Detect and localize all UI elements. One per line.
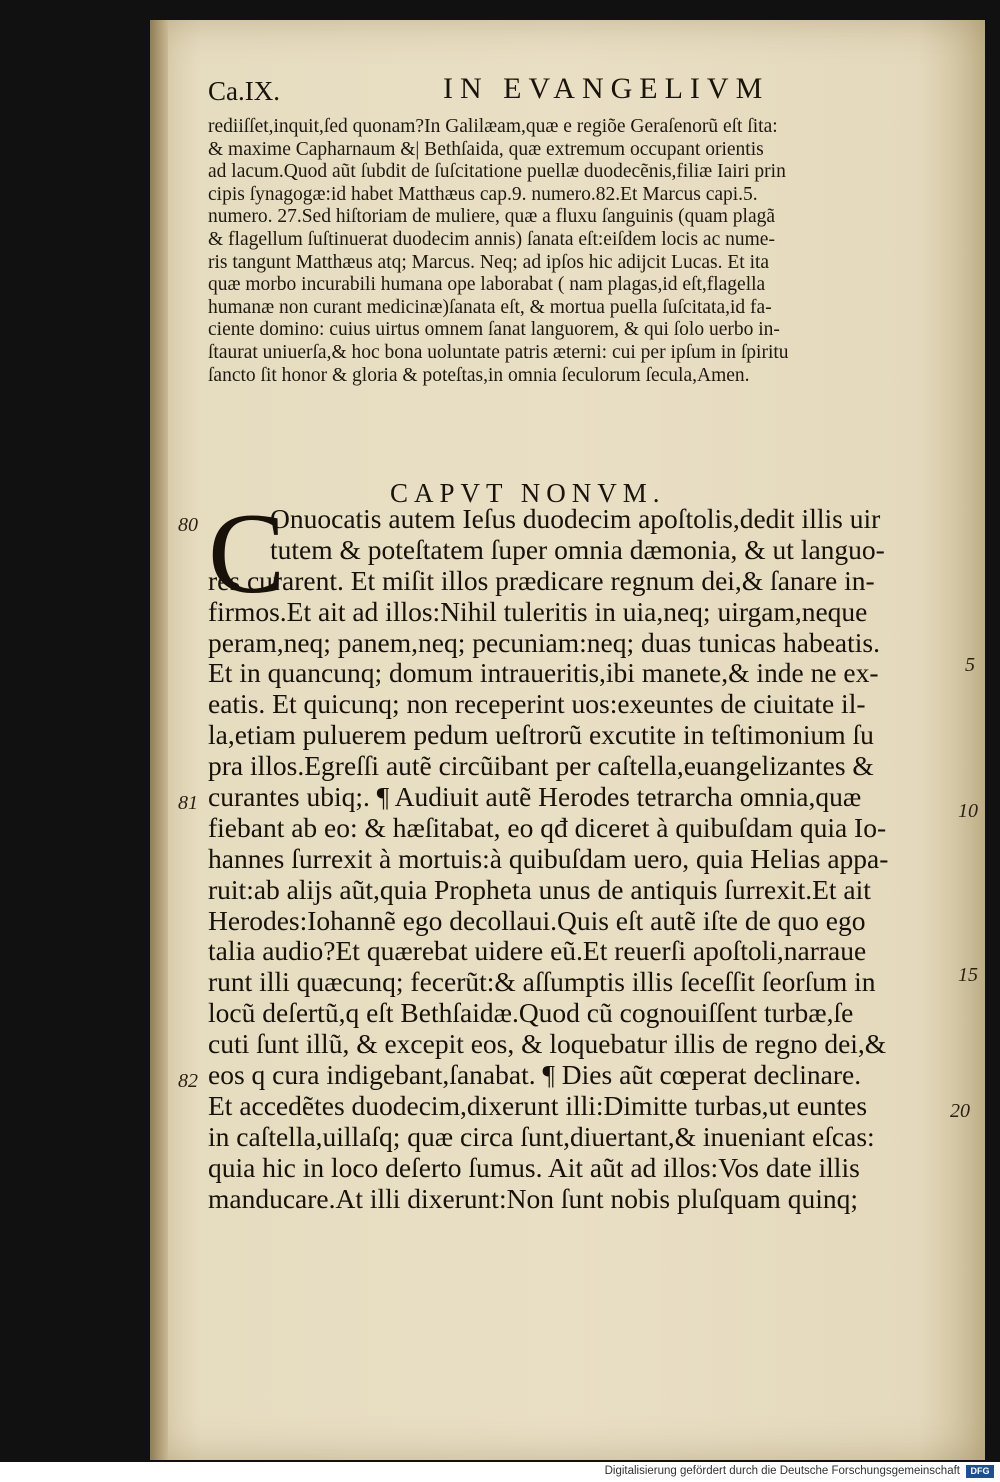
main-line: quia hic in loco deſerto ſumus. Ait aũt ad illos:Vos date illis [208, 1152, 860, 1183]
footer-bar [0, 1462, 1000, 1482]
commentary-line: & flagellum ſuſtinuerat duodecim annis) ſanata eſt:eiſdem locis ac nume- [208, 228, 775, 250]
footer-credit: Digitalisierung gefördert durch die Deutsche Forschungsgemeinschaft [604, 1465, 960, 1477]
page-spine-shadow [150, 20, 168, 1460]
commentary-line: ad lacum.Quod aũt ſubdit de ſuſcitatione puellæ duodecẽnis,filiæ Iairi prin [208, 161, 786, 183]
main-line: Et in quancunq; domum intraueritis,ibi manete,& inde ne ex- [208, 658, 879, 689]
running-title: IN EVANGELIVM [443, 72, 770, 105]
main-line: ruit:ab alijs aũt,quia Propheta unus de antiquis ſurrexit.Et ait [208, 874, 871, 905]
main-line: in caſtella,uillaſq; quæ circa ſunt,diuertant,& inueniant eſcas: [208, 1121, 875, 1152]
margin-number-left: 82 [178, 1070, 198, 1092]
main-line: peram,neq; panem,neq; pecuniam:neq; duas tunicas habeatis. [208, 627, 880, 658]
main-line: hannes ſurrexit à mortuis:à quibuſdam uero, quia Helias appa- [208, 843, 889, 874]
main-line: eos q cura indigebant,ſanabat. ¶ Dies aũt cœperat declinare. [208, 1060, 862, 1091]
chapter-title: CAPVT NONVM. [390, 478, 666, 508]
book-page [150, 20, 985, 1460]
commentary-line: ſancto ſit honor & gloria & poteſtas,in omnia ſeculorum ſecula,Amen. [208, 364, 750, 386]
page-header [208, 72, 968, 112]
commentary-line: cipis ſynagogæ:id habet Matthæus cap.9. numero.82.Et Marcus capi.5. [208, 183, 758, 205]
commentary-line: ciente domino: cuius uirtus omnem ſanat languorem, & qui ſolo uerbo in- [208, 319, 780, 341]
commentary-line: quæ morbo incurabili humana ope laborabat ( nam plagas,id eſt,flagella [208, 274, 766, 296]
drop-capital: C [208, 490, 286, 618]
commentary-line: humanæ non curant medicinæ)ſanata eſt, & mortua puella ſuſcitata,id fa- [208, 296, 772, 318]
commentary-line: numero. 27.Sed hiſtoriam de muliere, quæ a fluxu ſanguinis (quam plagã [208, 206, 776, 228]
margin-number-left: 80 [178, 514, 198, 536]
main-line: manducare.At illi dixerunt:Non ſunt nobis pluſquam quinq; [208, 1183, 858, 1214]
margin-number-left: 81 [178, 792, 198, 814]
commentary-line: rediiſſet,inquit,ſed quonam?In Galilæam,quæ e regiõe Geraſenorũ eſt ſita: [208, 116, 778, 137]
margin-number-right: 20 [950, 1100, 970, 1122]
margin-number-right: 5 [965, 654, 975, 676]
main-line: Herodes:Iohannẽ ego decollaui.Quis eſt autẽ iſte de quo ego [208, 905, 866, 936]
main-line: res curarent. Et miſit illos prædicare regnum dei,& ſanare in- [208, 565, 875, 596]
chapter-reference: Ca.IX. [208, 76, 280, 106]
dfg-logo-icon: DFG [966, 1465, 994, 1478]
main-line: eatis. Et quicunq; non receperint uos:exeuntes de ciuitate il- [208, 689, 866, 720]
margin-number-right: 10 [958, 800, 978, 822]
commentary-block [208, 116, 968, 387]
main-line: firmos.Et ait ad illos:Nihil tuleritis in uia,neq; uirgam,neque [208, 596, 868, 627]
main-line: talia audio?Et quærebat uidere eũ.Et reuerſi apoſtoli,narraue [208, 936, 867, 967]
commentary-line: ris tangunt Matthæus atq; Marcus. Neq; ad ipſos hic adijcit Lucas. Et ita [208, 251, 770, 273]
main-line: cuti ſunt illũ, & excepit eos, & loquebatur illis de regno dei,& [208, 1029, 887, 1060]
main-line: locũ deſertũ,q eſt Bethſaidæ.Quod cũ cognouiſſent turbæ,ſe [208, 998, 854, 1029]
main-line: tutem & poteſtatem ſuper omnia dæmonia, & ut languo- [270, 534, 885, 565]
main-text-block [208, 504, 968, 1214]
margin-number-right: 15 [958, 964, 978, 986]
main-line: pra illos.Egreſſi autẽ circũibant per caſtella,euangelizantes & [208, 751, 874, 782]
main-line: curantes ubiq;. ¶ Audiuit autẽ Herodes tetrarcha omnia,quæ [208, 782, 862, 813]
main-line: la,etiam puluerem pedum ueſtrorũ excutite in teſtimonium ſu [208, 720, 874, 751]
commentary-line: ſtaurat uniuerſa,& hoc bona uoluntate patris æterni: cui per ipſum in ſpiritu [208, 341, 789, 363]
commentary-line: & maxime Capharnaum &| Bethſaida, quæ extremum occupant orientis [208, 138, 764, 160]
main-line: Onuocatis autem Ieſus duodecim apoſtolis,dedit illis uir [270, 504, 881, 534]
main-line: runt illi quæcunq; fecerũt:& aſſumptis illis ſeceſſit ſeorſum in [208, 967, 876, 998]
main-line: fiebant ab eo: & hæſitabat, eo qđ diceret à quibuſdam quia Io- [208, 812, 887, 843]
main-line: Et accedẽtes duodecim,dixerunt illi:Dimitte turbas,ut euntes [208, 1090, 868, 1121]
